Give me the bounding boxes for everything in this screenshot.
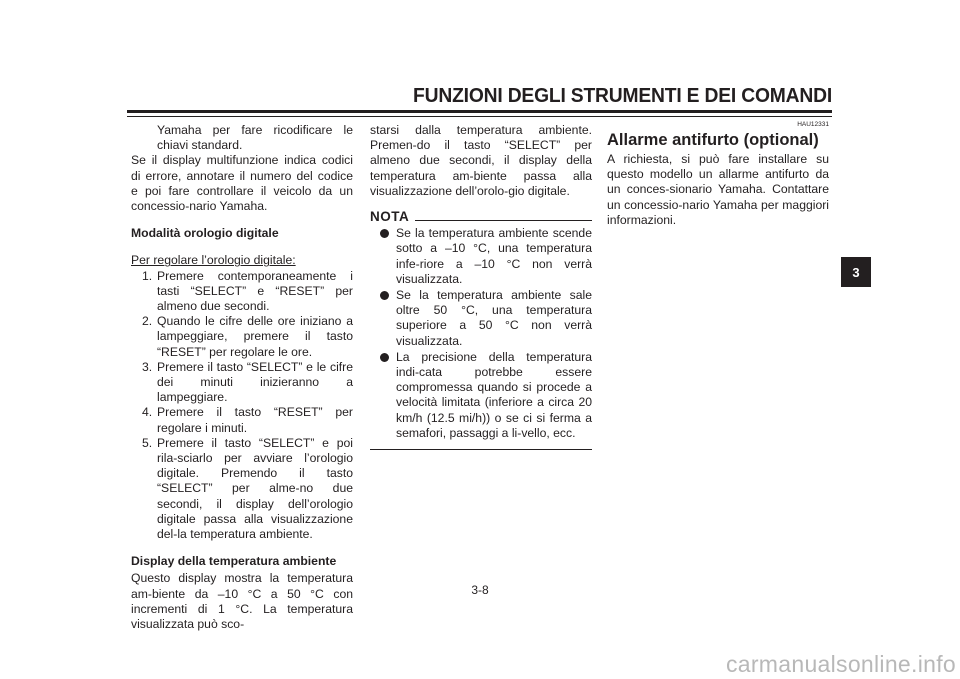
clock-mode-heading: Modalità orologio digitale bbox=[131, 226, 279, 241]
note-rule bbox=[415, 220, 592, 221]
list-item: Se la temperatura ambiente sale oltre 50 °C, una temperatura superiore a 50 °C non verrà visualizzata. bbox=[370, 288, 592, 349]
column-right bbox=[607, 123, 829, 228]
note-label: NOTA bbox=[370, 209, 410, 225]
header-rule-thin bbox=[127, 116, 832, 117]
page-number: 3-8 bbox=[471, 583, 489, 597]
note-end-rule bbox=[370, 449, 592, 450]
list-item: Se la temperatura ambiente scende sotto a –10 °C, una temperatura infe-riore a –10 °C non verrà visualizzata. bbox=[370, 226, 592, 287]
list-item: 2. Quando le cifre delle ore iniziano a lampeggiare, premere il tasto “RESET” per regolare le ore. bbox=[142, 314, 353, 359]
section-code: HAU12331 bbox=[797, 121, 829, 128]
list-item: 4. Premere il tasto “RESET” per regolare i minuti. bbox=[142, 405, 353, 435]
column-middle bbox=[370, 123, 592, 450]
list-item: 5. Premere il tasto “SELECT” e poi rila-sciarlo per avviare l’orologio digitale. Premendo il tasto “SELECT” per alme-no due secondi, il display dell’orologio digitale passa alla visualizzazione del-la temperatura ambiente. bbox=[142, 435, 353, 542]
temperature-display-heading: Display della temperatura ambiente bbox=[131, 554, 337, 569]
list-item: 3. Premere il tasto “SELECT” e le cifre dei minuti inizieranno a lampeggiare. bbox=[142, 359, 353, 405]
temperature-display-paragraph: Questo display mostra la temperatura am-biente da –10 °C a 50 °C con incrementi di 1 °C. La temperatura visualizzata può sco- bbox=[131, 571, 353, 632]
clock-steps-list bbox=[131, 269, 353, 543]
bullet-icon bbox=[380, 291, 389, 300]
bullet-icon bbox=[380, 229, 389, 238]
anti-theft-paragraph: A richiesta, si può fare installare su questo modello un allarme antifurto da un conces-sionario Yamaha. Contattare un concessio-nario Yamaha per maggiori informazioni. bbox=[607, 152, 829, 227]
note-bullets bbox=[370, 226, 592, 441]
note-header bbox=[370, 209, 592, 224]
column-left bbox=[131, 123, 353, 632]
error-code-paragraph: Se il display multifunzione indica codici di errore, annotare il numero del codice e poi fare controllare il veicolo da un concessio-nario Yamaha. bbox=[131, 153, 353, 214]
page-title: FUNZIONI DEGLI STRUMENTI E DEI COMANDI bbox=[413, 84, 832, 107]
clock-adjust-subheading: Per regolare l’orologio digitale: bbox=[131, 253, 296, 268]
anti-theft-heading: Allarme antifurto (optional) bbox=[607, 131, 819, 149]
bullet-icon bbox=[380, 353, 389, 362]
continuation-text: Yamaha per fare ricodificare le chiavi standard. bbox=[157, 123, 353, 153]
header-rule-thick bbox=[127, 110, 832, 113]
list-item: La precisione della temperatura indi-cata potrebbe essere compromessa quando si procede a velocità limitata (inferiore a circa 20 km/h (12.5 mi/h)) o se ci si ferma a semafori, passaggi a li-vello, ecc. bbox=[370, 350, 592, 441]
watermark: carmanualsonline.info bbox=[725, 651, 956, 677]
temperature-continuation-paragraph: starsi dalla temperatura ambiente. Premen-do il tasto “SELECT” per almeno due secondi, il display della temperatura am-biente passa alla visualizzazione dell’orolo-gio digitale. bbox=[370, 123, 592, 198]
list-item: 1. Premere contemporaneamente i tasti “SELECT” e “RESET” per almeno due secondi. bbox=[142, 268, 353, 314]
chapter-tab: 3 bbox=[841, 257, 871, 287]
